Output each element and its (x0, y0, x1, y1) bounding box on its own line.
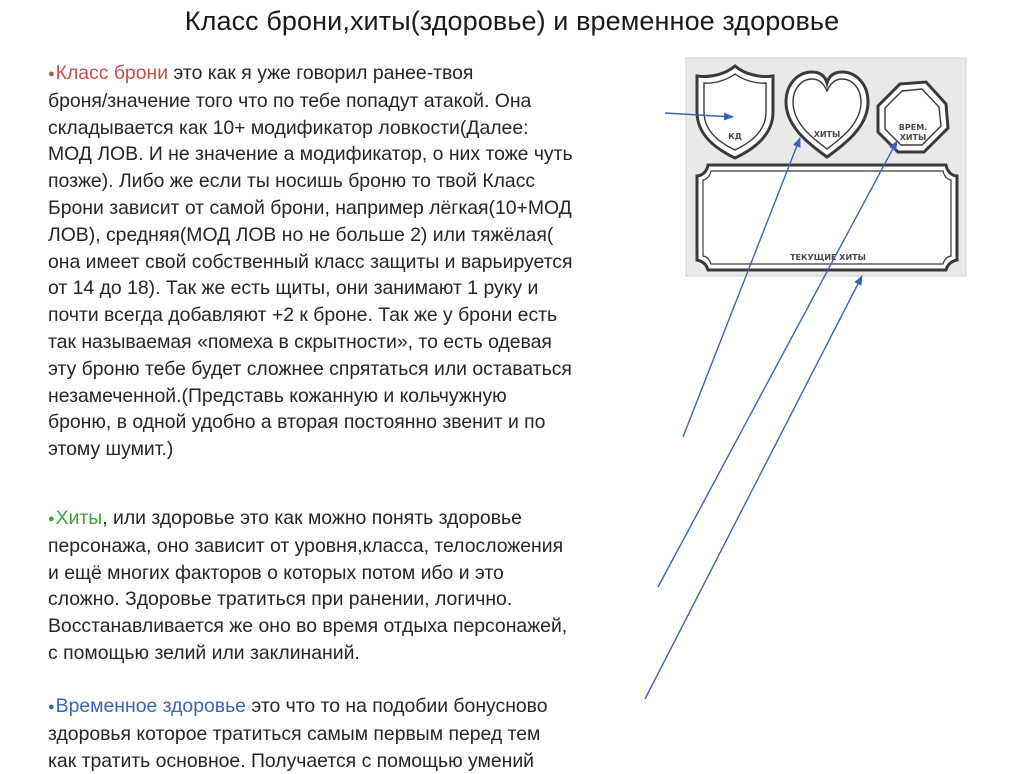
armor-bullet: ● (48, 68, 55, 80)
armor-line-10: почти всегда добавляют +2 к броне. Так же у брони есть (48, 304, 558, 327)
armor-line-5: позже). Либо же если ты носишь броню то твой Класс (48, 170, 536, 193)
hit-points-term: Хиты (55, 507, 103, 529)
armor-class-label: КД (728, 132, 742, 141)
temp-hp-label-line1: ВРЕМ. (898, 123, 928, 132)
armor-line-12: эту броню тебе будет сложнее спрятаться или оставаться (48, 357, 572, 380)
armor-line-6: Брони зависит от самой брони, например лёгкая(10+МОД (48, 196, 572, 219)
armor-line-8: она имеет свой собственный класс защиты и варьируется (48, 250, 573, 273)
armor-line-3: складывается как 10+ модификатор ловкости(Далее: (48, 116, 529, 139)
current-hits-arrow (645, 276, 862, 699)
temp-line-2: здоровья которое тратиться самым первым перед тем (48, 722, 541, 745)
temp-line-1: это что то на подобии бонусново (245, 695, 548, 717)
hits-line-5: Восстанавливается же оно во время отдыха персонажей, (48, 615, 568, 638)
armor-line-7: ЛОВ), средняя(МОД ЛОВ но не больше 2) или тяжёлая( (48, 223, 554, 246)
temp-hp-term: Временное здоровье (55, 695, 246, 717)
temp-bullet: ● (48, 701, 55, 713)
hits-bullet: ● (48, 513, 55, 525)
temp-line-3: как тратить основное. Получается с помощью умений (48, 749, 535, 772)
slide-title: Класс брони,хиты(здоровье) и временное здоровье (184, 6, 840, 36)
armor-line-1: это как я уже говорил ранее-твоя (168, 62, 474, 84)
armor-line-11: так называемая «помеха в скрытности», то есть одевая (48, 330, 552, 353)
armor-line-15: этому шумит.) (48, 438, 174, 461)
armor-line-13: незамеченной.(Представь кожанную и кольчужную (48, 384, 507, 407)
armor-line-2: броня/значение того что по тебе попадут атакой. Она (48, 89, 532, 112)
current-hit-points-box (697, 165, 957, 270)
armor-class-term: Класс брони (55, 62, 169, 84)
hits-line-2: персонажа, оно зависит от уровня,класса, телосложения (48, 534, 564, 557)
armor-line-4: МОД ЛОВ. И не значение а модификатор, о них тоже чуть (48, 143, 573, 166)
hit-points-label: ХИТЫ (813, 130, 841, 139)
hits-line-3: и ещё многих факторов о которых потом ибо и это (48, 561, 504, 584)
hits-line-1: , или здоровье это как можно понять здоровье (102, 507, 522, 529)
current-hit-points-label: ТЕКУЩИЕ ХИТЫ (790, 253, 866, 262)
hits-line-6: с помощью зелий или заклинаний. (48, 641, 360, 664)
hits-line-4: сложно. Здоровье тратиться при ранении, логично. (48, 588, 513, 611)
armor-line-14: броню, в одной удобно а вторая постоянно звенит и по (48, 411, 546, 434)
temp-hp-label-line2: ХИТЫ (899, 133, 927, 142)
armor-line-9: от 14 до 18). Так же есть щиты, они занимают 1 руку и (48, 277, 539, 300)
